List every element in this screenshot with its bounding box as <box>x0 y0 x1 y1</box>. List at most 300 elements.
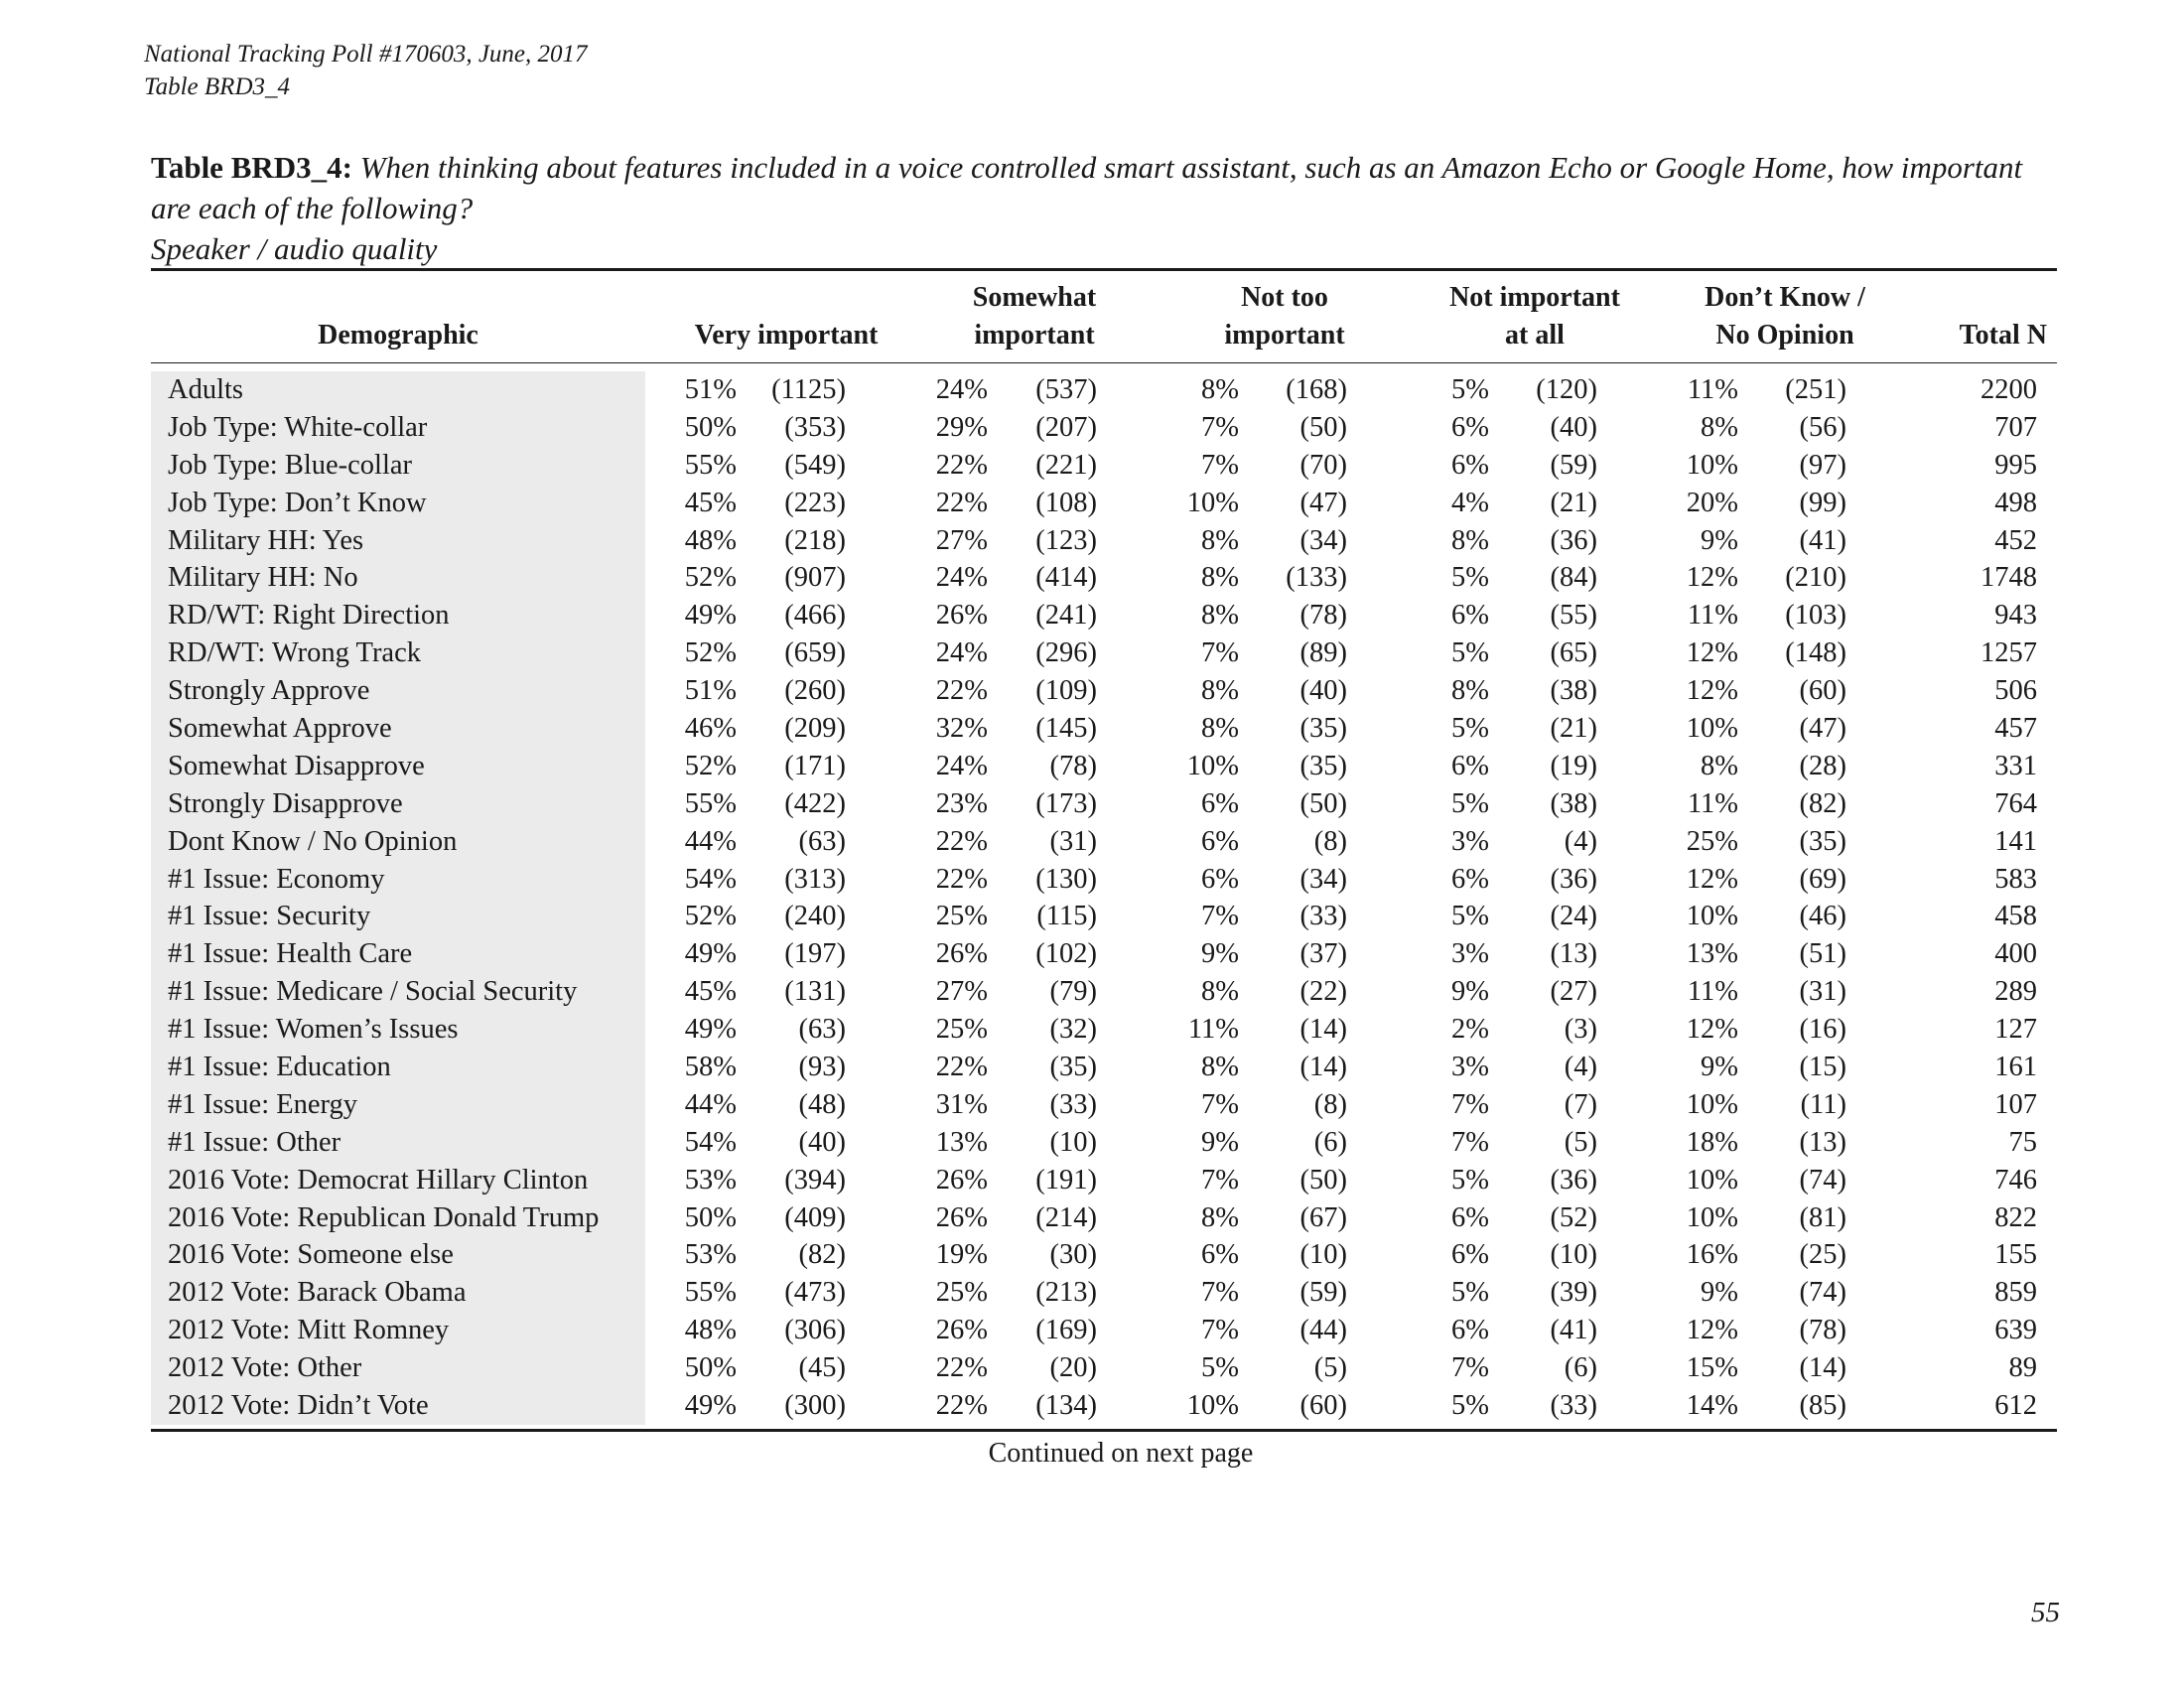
running-head <box>144 38 588 103</box>
cell-percent: 10% <box>1186 487 1239 518</box>
cell-total-n: 89 <box>2008 1352 2037 1384</box>
cell-count: (33) <box>1299 901 1347 932</box>
cell-count: (109) <box>1035 675 1097 707</box>
row-demographic: 2016 Vote: Someone else <box>151 1236 645 1274</box>
row-demographic: #1 Issue: Security <box>151 898 645 935</box>
row-demographic: Adults <box>151 371 645 409</box>
table-subtitle: Speaker / audio quality <box>151 231 438 266</box>
cell-count: (191) <box>1035 1164 1097 1196</box>
cell-percent: 5% <box>1201 1352 1239 1384</box>
cell-total-n: 498 <box>1994 487 2037 518</box>
cell-percent: 14% <box>1686 1390 1738 1422</box>
cell-percent: 11% <box>1687 976 1738 1008</box>
cell-count: (214) <box>1035 1201 1097 1233</box>
table-row <box>151 522 2057 560</box>
cell-count: (70) <box>1299 449 1347 481</box>
cell-percent: 44% <box>684 825 737 857</box>
cell-count: (409) <box>784 1201 846 1233</box>
cell-count: (67) <box>1299 1201 1347 1233</box>
cell-percent: 12% <box>1686 675 1738 707</box>
cell-count: (63) <box>798 825 846 857</box>
continued-note: Continued on next page <box>988 1437 1254 1469</box>
cell-total-n: 506 <box>1994 675 2037 707</box>
cell-count: (82) <box>1799 787 1846 819</box>
row-demographic: Job Type: Blue-collar <box>151 447 645 485</box>
cell-count: (8) <box>1313 1088 1347 1120</box>
row-demographic: #1 Issue: Women’s Issues <box>151 1011 645 1049</box>
row-demographic: RD/WT: Wrong Track <box>151 634 645 672</box>
cell-percent: 49% <box>684 1390 737 1422</box>
cell-percent: 12% <box>1686 1014 1738 1046</box>
cell-percent: 10% <box>1686 1088 1738 1120</box>
cell-total-n: 707 <box>1994 411 2037 443</box>
cell-total-n: 141 <box>1994 825 2037 857</box>
cell-percent: 9% <box>1701 1052 1738 1083</box>
cell-count: (55) <box>1550 600 1597 632</box>
table-row <box>151 748 2057 785</box>
table-row <box>151 597 2057 634</box>
cell-percent: 19% <box>935 1239 988 1271</box>
table-row <box>151 672 2057 710</box>
table-row <box>151 1011 2057 1049</box>
cell-count: (296) <box>1035 637 1097 669</box>
cell-count: (10) <box>1299 1239 1347 1271</box>
header-not-important-at-all: Not important at all <box>1449 282 1620 351</box>
table-row <box>151 785 2057 823</box>
table-row <box>151 1387 2057 1425</box>
cell-percent: 50% <box>684 1201 737 1233</box>
cell-count: (130) <box>1035 863 1097 895</box>
cell-count: (81) <box>1799 1201 1846 1233</box>
cell-percent: 5% <box>1451 713 1489 745</box>
cell-percent: 49% <box>684 1014 737 1046</box>
cell-percent: 26% <box>935 1164 988 1196</box>
cell-count: (3) <box>1564 1014 1597 1046</box>
row-demographic: 2012 Vote: Didn’t Vote <box>151 1387 645 1425</box>
cell-percent: 5% <box>1451 1164 1489 1196</box>
cell-percent: 8% <box>1201 1052 1239 1083</box>
cell-count: (414) <box>1035 562 1097 594</box>
cell-count: (171) <box>784 750 846 781</box>
cell-percent: 8% <box>1201 713 1239 745</box>
cell-percent: 8% <box>1201 562 1239 594</box>
cell-percent: 6% <box>1451 1315 1489 1346</box>
cell-percent: 24% <box>935 374 988 405</box>
table-title <box>151 147 2067 269</box>
cell-count: (79) <box>1049 976 1097 1008</box>
table-row <box>151 1236 2057 1274</box>
cell-total-n: 943 <box>1994 600 2037 632</box>
row-demographic: 2012 Vote: Mitt Romney <box>151 1312 645 1349</box>
cell-total-n: 289 <box>1994 976 2037 1008</box>
cell-percent: 10% <box>1186 1390 1239 1422</box>
cell-count: (148) <box>1785 637 1846 669</box>
cell-total-n: 127 <box>1994 1014 2037 1046</box>
cell-percent: 53% <box>684 1164 737 1196</box>
cell-percent: 55% <box>684 787 737 819</box>
cell-count: (169) <box>1035 1315 1097 1346</box>
cell-count: (41) <box>1799 524 1846 556</box>
cell-percent: 44% <box>684 1088 737 1120</box>
cell-count: (78) <box>1049 750 1097 781</box>
cell-count: (353) <box>784 411 846 443</box>
page-number: 55 <box>2031 1597 2060 1628</box>
cell-count: (34) <box>1299 863 1347 895</box>
cell-percent: 31% <box>935 1088 988 1120</box>
row-demographic: 2016 Vote: Republican Donald Trump <box>151 1199 645 1237</box>
cell-percent: 26% <box>935 600 988 632</box>
cell-percent: 22% <box>935 1352 988 1384</box>
cell-count: (218) <box>784 524 846 556</box>
cell-percent: 7% <box>1201 637 1239 669</box>
row-demographic: Somewhat Approve <box>151 710 645 748</box>
row-demographic: 2012 Vote: Barack Obama <box>151 1274 645 1312</box>
cell-total-n: 995 <box>1994 449 2037 481</box>
header-total-n: Total N <box>1959 320 2047 351</box>
cell-count: (47) <box>1799 713 1846 745</box>
cell-count: (50) <box>1299 1164 1347 1196</box>
cell-count: (14) <box>1299 1052 1347 1083</box>
table-row <box>151 973 2057 1011</box>
cell-percent: 5% <box>1451 787 1489 819</box>
cell-percent: 4% <box>1451 487 1489 518</box>
cell-total-n: 746 <box>1994 1164 2037 1196</box>
cell-count: (65) <box>1550 637 1597 669</box>
cell-percent: 7% <box>1201 449 1239 481</box>
cell-percent: 9% <box>1201 938 1239 970</box>
cell-percent: 20% <box>1686 487 1738 518</box>
cell-count: (60) <box>1299 1390 1347 1422</box>
table-body <box>151 371 2057 1425</box>
cell-count: (74) <box>1799 1164 1846 1196</box>
cell-percent: 15% <box>1686 1352 1738 1384</box>
cell-percent: 6% <box>1201 825 1239 857</box>
header-not-too-important: Not too important <box>1224 282 1345 351</box>
cell-percent: 45% <box>684 487 737 518</box>
cell-percent: 8% <box>1451 524 1489 556</box>
cell-count: (40) <box>1550 411 1597 443</box>
cell-percent: 12% <box>1686 562 1738 594</box>
row-demographic: #1 Issue: Health Care <box>151 935 645 973</box>
cell-count: (14) <box>1299 1014 1347 1046</box>
cell-percent: 12% <box>1686 637 1738 669</box>
cell-count: (39) <box>1550 1277 1597 1309</box>
cell-percent: 22% <box>935 449 988 481</box>
cell-total-n: 1748 <box>1980 562 2037 594</box>
cell-total-n: 583 <box>1994 863 2037 895</box>
cell-percent: 58% <box>684 1052 737 1083</box>
row-demographic: Somewhat Disapprove <box>151 748 645 785</box>
cell-count: (50) <box>1299 787 1347 819</box>
cell-percent: 8% <box>1201 976 1239 1008</box>
cell-count: (108) <box>1035 487 1097 518</box>
table-row <box>151 1049 2057 1086</box>
table-bottom-rule <box>151 1429 2057 1432</box>
cell-percent: 13% <box>935 1126 988 1158</box>
cell-count: (14) <box>1799 1352 1846 1384</box>
cell-count: (48) <box>798 1088 846 1120</box>
cell-percent: 12% <box>1686 1315 1738 1346</box>
cell-percent: 9% <box>1451 976 1489 1008</box>
cell-count: (173) <box>1035 787 1097 819</box>
cell-count: (36) <box>1550 1164 1597 1196</box>
cell-count: (22) <box>1299 976 1347 1008</box>
table-row <box>151 1124 2057 1162</box>
cell-count: (85) <box>1799 1390 1846 1422</box>
cell-percent: 12% <box>1686 863 1738 895</box>
cell-percent: 52% <box>684 750 737 781</box>
cell-count: (21) <box>1550 487 1597 518</box>
cell-total-n: 155 <box>1994 1239 2037 1271</box>
cell-percent: 27% <box>935 524 988 556</box>
cell-count: (7) <box>1564 1088 1597 1120</box>
cell-count: (103) <box>1785 600 1846 632</box>
cell-count: (313) <box>784 863 846 895</box>
cell-count: (37) <box>1299 938 1347 970</box>
cell-count: (145) <box>1035 713 1097 745</box>
cell-percent: 6% <box>1451 1239 1489 1271</box>
cell-percent: 3% <box>1451 1052 1489 1083</box>
cell-count: (31) <box>1049 825 1097 857</box>
cell-percent: 49% <box>684 938 737 970</box>
cell-count: (6) <box>1313 1126 1347 1158</box>
cell-total-n: 331 <box>1994 750 2037 781</box>
cell-count: (10) <box>1049 1126 1097 1158</box>
cell-percent: 29% <box>935 411 988 443</box>
cell-count: (35) <box>1299 750 1347 781</box>
cell-count: (40) <box>1299 675 1347 707</box>
header-very-important: Very important <box>694 320 879 351</box>
cell-count: (241) <box>1035 600 1097 632</box>
cell-count: (52) <box>1550 1201 1597 1233</box>
cell-count: (15) <box>1799 1052 1846 1083</box>
cell-count: (59) <box>1299 1277 1347 1309</box>
cell-percent: 55% <box>684 449 737 481</box>
cell-count: (69) <box>1799 863 1846 895</box>
cell-percent: 2% <box>1451 1014 1489 1046</box>
cell-total-n: 107 <box>1994 1088 2037 1120</box>
cell-percent: 7% <box>1201 901 1239 932</box>
cell-count: (549) <box>784 449 846 481</box>
cell-count: (8) <box>1313 825 1347 857</box>
table-row <box>151 559 2057 597</box>
cell-count: (907) <box>784 562 846 594</box>
cell-count: (210) <box>1785 562 1846 594</box>
table-row <box>151 1199 2057 1237</box>
cell-total-n: 161 <box>1994 1052 2037 1083</box>
cell-count: (89) <box>1299 637 1347 669</box>
cell-percent: 5% <box>1451 562 1489 594</box>
cell-percent: 7% <box>1451 1352 1489 1384</box>
cell-percent: 16% <box>1686 1239 1738 1271</box>
row-demographic: #1 Issue: Energy <box>151 1086 645 1124</box>
table-row <box>151 1274 2057 1312</box>
cell-percent: 10% <box>1186 750 1239 781</box>
cell-count: (207) <box>1035 411 1097 443</box>
poll-name: National Tracking Poll #170603, June, 2017 <box>144 41 588 68</box>
cell-count: (19) <box>1550 750 1597 781</box>
crosstab-table <box>151 268 2057 1470</box>
cell-percent: 6% <box>1451 750 1489 781</box>
cell-percent: 22% <box>935 487 988 518</box>
cell-count: (260) <box>784 675 846 707</box>
cell-percent: 50% <box>684 411 737 443</box>
cell-count: (41) <box>1550 1315 1597 1346</box>
cell-count: (38) <box>1550 787 1597 819</box>
cell-percent: 53% <box>684 1239 737 1271</box>
cell-percent: 51% <box>684 374 737 405</box>
table-header <box>151 271 2057 363</box>
cell-total-n: 612 <box>1994 1390 2037 1422</box>
cell-percent: 51% <box>684 675 737 707</box>
cell-total-n: 400 <box>1994 938 2037 970</box>
cell-count: (28) <box>1799 750 1846 781</box>
cell-count: (123) <box>1035 524 1097 556</box>
cell-percent: 24% <box>935 562 988 594</box>
cell-percent: 8% <box>1451 675 1489 707</box>
cell-percent: 6% <box>1451 449 1489 481</box>
cell-count: (84) <box>1550 562 1597 594</box>
cell-count: (197) <box>784 938 846 970</box>
cell-percent: 52% <box>684 901 737 932</box>
cell-percent: 7% <box>1451 1088 1489 1120</box>
cell-count: (32) <box>1049 1014 1097 1046</box>
table-row <box>151 823 2057 861</box>
cell-count: (35) <box>1049 1052 1097 1083</box>
cell-count: (24) <box>1550 901 1597 932</box>
cell-percent: 23% <box>935 787 988 819</box>
row-demographic: #1 Issue: Education <box>151 1049 645 1086</box>
cell-percent: 52% <box>684 562 737 594</box>
cell-percent: 9% <box>1201 1126 1239 1158</box>
cell-count: (36) <box>1550 863 1597 895</box>
row-demographic: Job Type: White-collar <box>151 409 645 447</box>
row-demographic: Strongly Disapprove <box>151 785 645 823</box>
cell-percent: 52% <box>684 637 737 669</box>
cell-percent: 6% <box>1201 787 1239 819</box>
header-dont-know: Don’t Know / No Opinion <box>1705 282 1865 351</box>
cell-percent: 27% <box>935 976 988 1008</box>
cell-count: (223) <box>784 487 846 518</box>
cell-percent: 5% <box>1451 901 1489 932</box>
cell-count: (131) <box>784 976 846 1008</box>
cell-percent: 10% <box>1686 713 1738 745</box>
cell-count: (33) <box>1049 1088 1097 1120</box>
cell-count: (10) <box>1550 1239 1597 1271</box>
cell-percent: 25% <box>1686 825 1738 857</box>
cell-count: (13) <box>1550 938 1597 970</box>
cell-percent: 22% <box>935 863 988 895</box>
cell-percent: 48% <box>684 1315 737 1346</box>
cell-percent: 7% <box>1201 1315 1239 1346</box>
cell-count: (5) <box>1313 1352 1347 1384</box>
cell-percent: 22% <box>935 675 988 707</box>
cell-percent: 6% <box>1451 863 1489 895</box>
cell-percent: 54% <box>684 1126 737 1158</box>
cell-percent: 8% <box>1701 750 1738 781</box>
cell-percent: 10% <box>1686 449 1738 481</box>
cell-percent: 55% <box>684 1277 737 1309</box>
cell-percent: 8% <box>1201 374 1239 405</box>
cell-percent: 5% <box>1451 1277 1489 1309</box>
header-demographic: Demographic <box>318 320 478 351</box>
cell-count: (35) <box>1799 825 1846 857</box>
cell-count: (115) <box>1036 901 1097 932</box>
cell-percent: 25% <box>935 901 988 932</box>
cell-percent: 18% <box>1686 1126 1738 1158</box>
cell-count: (11) <box>1800 1088 1846 1120</box>
cell-total-n: 2200 <box>1980 374 2037 405</box>
cell-count: (221) <box>1035 449 1097 481</box>
cell-count: (537) <box>1035 374 1097 405</box>
row-demographic: Strongly Approve <box>151 672 645 710</box>
cell-percent: 11% <box>1687 374 1738 405</box>
cell-count: (50) <box>1299 411 1347 443</box>
row-demographic: 2016 Vote: Democrat Hillary Clinton <box>151 1162 645 1199</box>
cell-percent: 26% <box>935 1315 988 1346</box>
cell-count: (20) <box>1049 1352 1097 1384</box>
cell-count: (134) <box>1035 1390 1097 1422</box>
cell-percent: 11% <box>1187 1014 1239 1046</box>
cell-count: (251) <box>1785 374 1846 405</box>
cell-count: (4) <box>1564 825 1597 857</box>
cell-count: (27) <box>1550 976 1597 1008</box>
cell-percent: 5% <box>1451 374 1489 405</box>
cell-percent: 7% <box>1201 411 1239 443</box>
row-demographic: #1 Issue: Medicare / Social Security <box>151 973 645 1011</box>
table-row <box>151 1349 2057 1387</box>
table-row <box>151 710 2057 748</box>
cell-percent: 7% <box>1201 1088 1239 1120</box>
cell-count: (99) <box>1799 487 1846 518</box>
cell-percent: 50% <box>684 1352 737 1384</box>
cell-percent: 5% <box>1451 637 1489 669</box>
cell-count: (6) <box>1564 1352 1597 1384</box>
row-demographic: Dont Know / No Opinion <box>151 823 645 861</box>
table-question: When thinking about features included in a voice controlled smart assistant, such as an Amazon Echo or Google Home, how important are each of the following? <box>151 150 2023 225</box>
cell-count: (47) <box>1299 487 1347 518</box>
cell-percent: 22% <box>935 1390 988 1422</box>
cell-percent: 25% <box>935 1277 988 1309</box>
cell-count: (133) <box>1286 562 1347 594</box>
cell-percent: 10% <box>1686 1164 1738 1196</box>
cell-percent: 13% <box>1686 938 1738 970</box>
cell-percent: 24% <box>935 637 988 669</box>
cell-count: (306) <box>784 1315 846 1346</box>
cell-percent: 8% <box>1201 600 1239 632</box>
cell-count: (1125) <box>771 374 846 405</box>
table-row <box>151 1312 2057 1349</box>
cell-count: (82) <box>798 1239 846 1271</box>
cell-count: (35) <box>1299 713 1347 745</box>
table-row <box>151 935 2057 973</box>
table-row <box>151 1086 2057 1124</box>
cell-percent: 10% <box>1686 901 1738 932</box>
cell-percent: 3% <box>1451 825 1489 857</box>
cell-count: (44) <box>1299 1315 1347 1346</box>
cell-count: (36) <box>1550 524 1597 556</box>
cell-percent: 3% <box>1451 938 1489 970</box>
table-row <box>151 409 2057 447</box>
cell-count: (51) <box>1799 938 1846 970</box>
cell-percent: 6% <box>1201 1239 1239 1271</box>
cell-percent: 9% <box>1701 524 1738 556</box>
cell-percent: 11% <box>1687 600 1738 632</box>
cell-percent: 8% <box>1201 675 1239 707</box>
cell-count: (240) <box>784 901 846 932</box>
cell-count: (78) <box>1299 600 1347 632</box>
row-demographic: #1 Issue: Other <box>151 1124 645 1162</box>
